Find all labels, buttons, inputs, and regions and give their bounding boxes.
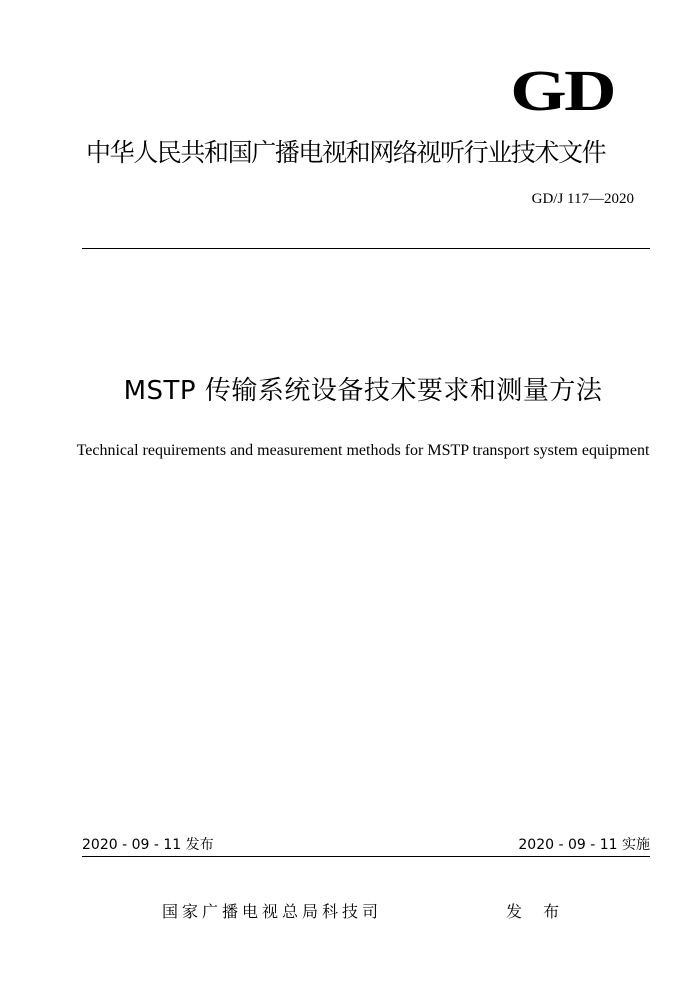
implementation-date: 2020 - 09 - 11 实施: [518, 837, 650, 853]
issuer-title: 中华人民共和国广播电视和网络视听行业技术文件: [86, 138, 606, 167]
gd-logo: GD: [510, 58, 614, 123]
document-title-chinese: MSTP 传输系统设备技术要求和测量方法: [123, 376, 603, 406]
bottom-divider: [82, 856, 650, 857]
issue-date: 2020 - 09 - 11 发布: [82, 837, 214, 853]
top-divider: [82, 248, 650, 249]
publish-label: 发 布: [506, 902, 568, 921]
standard-number: GD/J 117—2020: [531, 191, 634, 207]
issuing-authority: 国家广播电视总局科技司: [162, 902, 383, 921]
document-title-english: Technical requirements and measurement methods for MSTP transport system equipment: [76, 442, 650, 459]
